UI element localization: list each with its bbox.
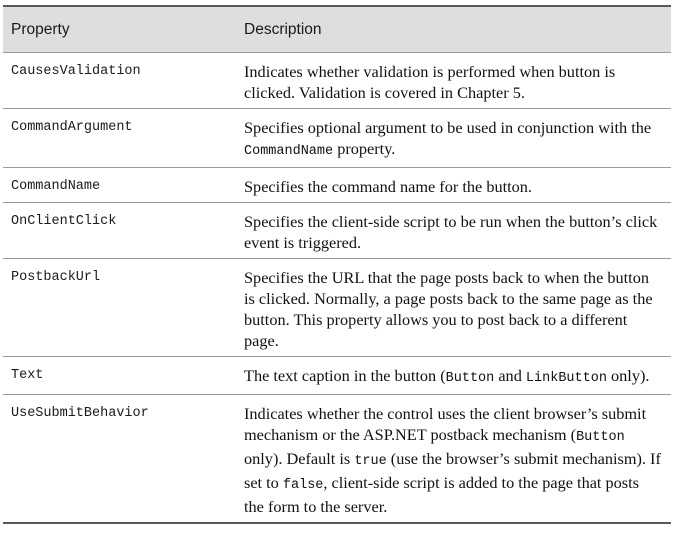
code-term: false [282,478,324,493]
description-text: property. [333,139,396,158]
table-row [3,53,671,109]
property-description [232,203,671,259]
property-name: Text [3,357,232,395]
description-text: Specifies the URL that the page posts back to when the button is clicked. Normally, a page posts back to the same page as the button. This property allows you to post back to a different page. [244,268,653,350]
property-description [232,53,671,109]
property-name: CommandName [3,168,232,203]
table-body [3,53,671,524]
code-term: LinkButton [525,371,607,386]
property-table-container [3,5,671,524]
description-text: only). Default is [244,449,355,468]
table-row [3,109,671,168]
header-row [3,6,671,53]
property-description [232,357,671,395]
code-term: Button [576,430,625,445]
table-header [3,6,671,53]
property-name: CommandArgument [3,109,232,168]
description-text: , client-side script is added to the page that posts the form to the server. [244,473,640,516]
property-table [3,5,671,524]
header-description: Description [232,6,671,53]
description-text: The text caption in the button ( [244,366,446,385]
description-text: Specifies the client-side script to be run when the button’s click event is triggered. [244,212,658,252]
code-term: true [354,454,387,469]
code-term: CommandName [244,144,334,159]
property-description [232,259,671,357]
table-row [3,203,671,259]
header-property: Property [3,6,232,53]
description-text: Specifies the command name for the button. [244,177,533,196]
table-row [3,168,671,203]
description-text: Specifies optional argument to be used in conjunction with the [244,118,652,137]
property-description [232,109,671,168]
description-text: only). [606,366,650,385]
property-name: PostbackUrl [3,259,232,357]
property-name: CausesValidation [3,53,232,109]
description-text: Indicates whether the control uses the client browser’s submit mechanism or the ASP.NET postback mechanism ( [244,404,647,444]
property-name: UseSubmitBehavior [3,395,232,524]
property-name: OnClientClick [3,203,232,259]
property-description [232,395,671,524]
description-text: (use the browser’s submit mechanism). If set to [244,449,661,492]
property-description [232,168,671,203]
description-text: Indicates whether validation is performed when button is clicked. Validation is covered in Chapter 5. [244,62,616,102]
table-row [3,259,671,357]
table-row [3,395,671,524]
table-row [3,357,671,395]
code-term: Button [445,371,495,386]
description-text: and [494,366,526,385]
